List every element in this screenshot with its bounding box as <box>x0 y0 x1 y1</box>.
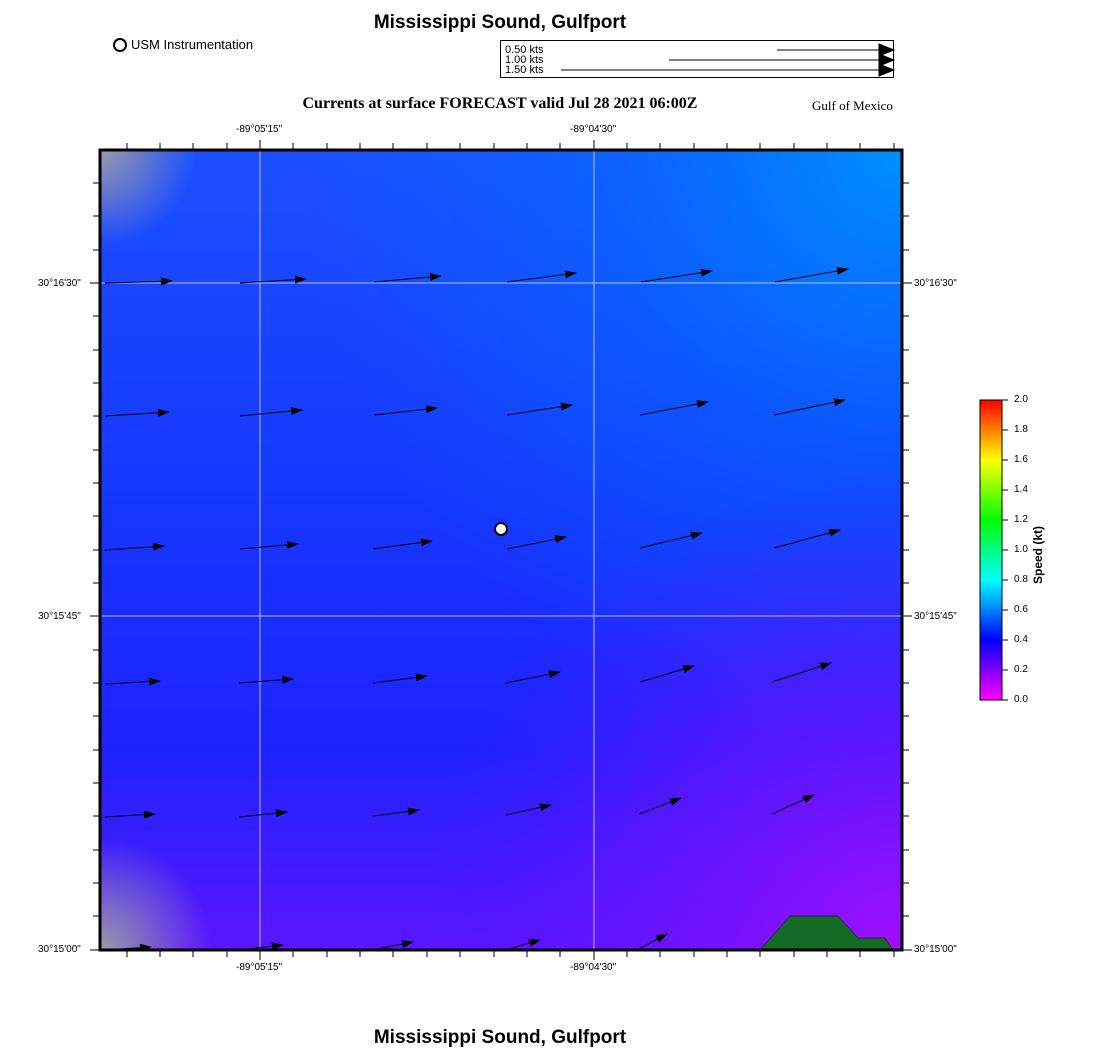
forecast-subtitle: Currents at surface FORECAST valid Jul 28 2021 06:00Z <box>302 95 698 112</box>
speed-colorbar <box>980 400 1008 700</box>
left-y-label-1: 30°16'30" <box>38 278 81 289</box>
scale-label-150: 1.50 kts <box>505 64 544 76</box>
scale-label-050: 0.50 kts <box>505 44 544 56</box>
footer-title: Mississippi Sound, Gulfport <box>373 1027 627 1048</box>
cbar-label-2-0: 2.0 <box>1014 394 1028 405</box>
right-y-label-3: 30°15'00" <box>914 944 957 955</box>
left-y-label-2: 30°15'45" <box>38 611 81 622</box>
cbar-label-0-6: 0.6 <box>1014 604 1028 615</box>
left-y-label-3: 30°15'00" <box>38 944 81 955</box>
top-x-label-2: -89°04'30" <box>570 124 617 135</box>
cbar-label-1-2: 1.2 <box>1014 514 1028 525</box>
scale-label-100: 1.00 kts <box>505 54 544 66</box>
cbar-label-0-8: 0.8 <box>1014 574 1028 585</box>
right-y-label-1: 30°16'30" <box>914 278 957 289</box>
region-label: Gulf of Mexico <box>812 98 893 113</box>
right-y-label-2: 30°15'45" <box>914 611 957 622</box>
colorbar-title: Speed (kt) <box>1031 525 1045 584</box>
cbar-label-1-8: 1.8 <box>1014 424 1028 435</box>
cbar-label-1-0: 1.0 <box>1014 544 1028 555</box>
bottom-x-label-1: -89°05'15" <box>236 962 283 973</box>
station-legend-label: USM Instrumentation <box>131 37 254 52</box>
bottom-x-label-2: -89°04'30" <box>570 962 617 973</box>
cbar-label-0-0: 0.0 <box>1014 694 1028 705</box>
cbar-label-1-6: 1.6 <box>1014 454 1028 465</box>
top-x-label-1: -89°05'15" <box>236 124 283 135</box>
cbar-label-0-2: 0.2 <box>1014 664 1028 675</box>
cbar-label-1-4: 1.4 <box>1014 484 1028 495</box>
water-field <box>100 150 902 950</box>
usm-station-marker <box>495 523 507 535</box>
cbar-label-0-4: 0.4 <box>1014 634 1028 645</box>
map-title: Mississippi Sound, Gulfport <box>373 12 627 33</box>
